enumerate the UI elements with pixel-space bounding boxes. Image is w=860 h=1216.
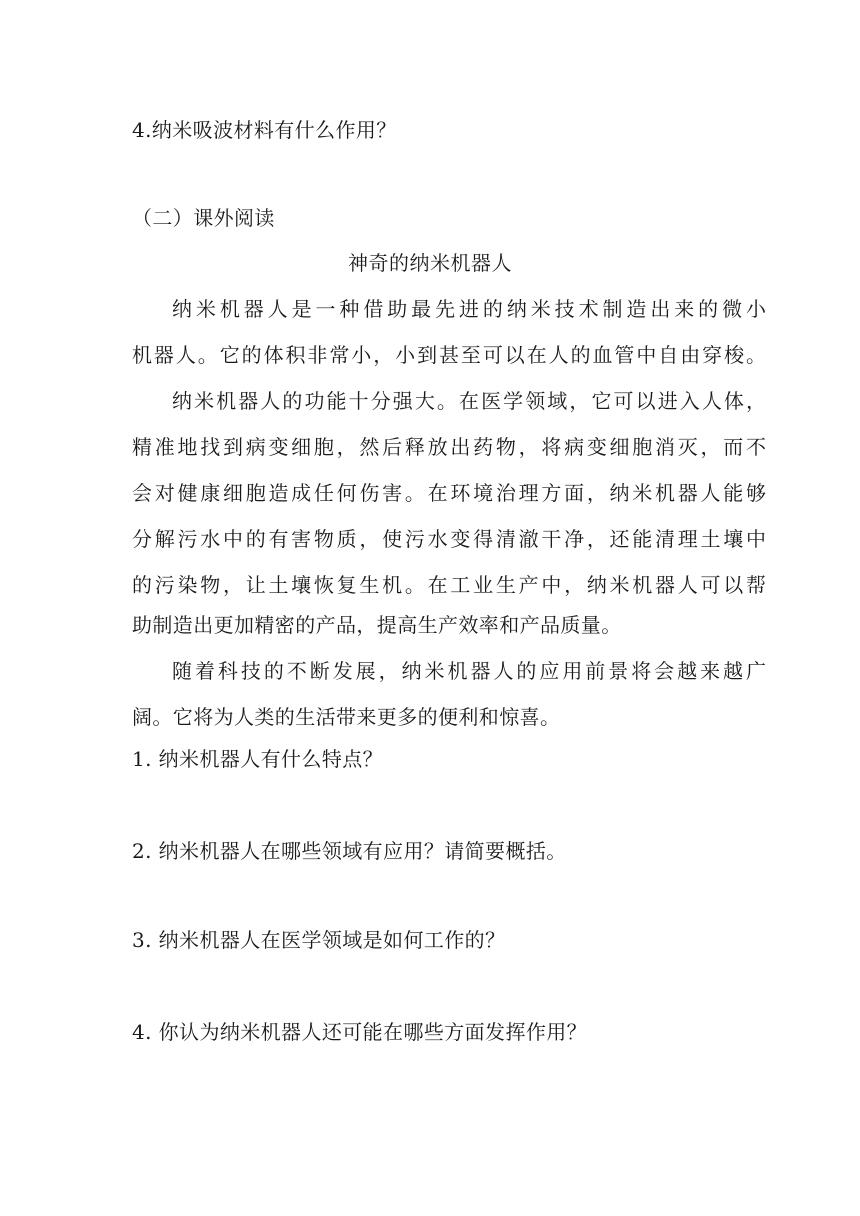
article-line-5: 会对健康细胞造成任何伤害。在环境治理方面，纳米机器人能够: [132, 481, 766, 505]
article-line-9: 随着科技的不断发展，纳米机器人的应用前景将会越来越广: [172, 659, 766, 683]
article-line-1: 纳米机器人是一种借助最先进的纳米技术制造出来的微小: [172, 297, 766, 321]
article-line-4: 精准地找到病变细胞，然后释放出药物，将病变细胞消灭，而不: [132, 435, 766, 459]
previous-question-4: 4.纳米吸波材料有什么作用？: [132, 118, 397, 142]
article-line-8: 助制造出更加精密的产品，提高生产效率和产品质量。: [132, 613, 622, 637]
section-heading: （二）课外阅读: [132, 206, 275, 230]
article-line-7: 的污染物，让土壤恢复生机。在工业生产中，纳米机器人可以帮: [132, 573, 766, 597]
article-line-10: 阔。它将为人类的生活带来更多的便利和惊喜。: [132, 705, 561, 729]
question-3: 3. 纳米机器人在医学领域是如何工作的？: [132, 928, 506, 952]
article-title: 神奇的纳米机器人: [348, 251, 512, 275]
article-line-2: 机器人。它的体积非常小，小到甚至可以在人的血管中自由穿梭。: [132, 343, 766, 367]
question-4: 4. 你认为纳米机器人还可能在哪些方面发挥作用？: [132, 1020, 588, 1044]
article-line-6: 分解污水中的有害物质，使污水变得清澈干净，还能清理土壤中: [132, 527, 766, 551]
question-2: 2. 纳米机器人在哪些领域有应用？请简要概括。: [132, 839, 567, 863]
question-1: 1. 纳米机器人有什么特点？: [132, 747, 384, 771]
article-line-3: 纳米机器人的功能十分强大。在医学领域，它可以进入人体，: [172, 389, 766, 413]
